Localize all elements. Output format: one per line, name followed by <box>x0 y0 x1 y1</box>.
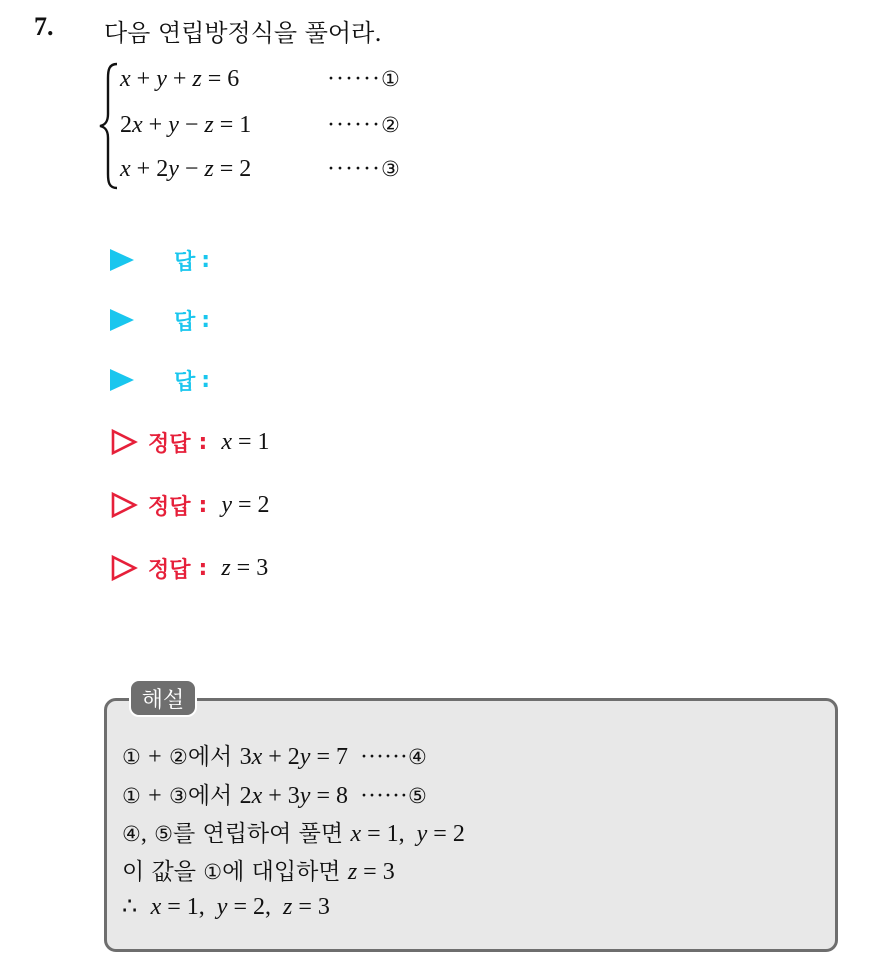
answer-colon: : <box>201 247 211 273</box>
variable: y <box>221 491 232 518</box>
therefore-symbol: ∴ <box>122 894 138 920</box>
equation-2-marker <box>327 112 401 139</box>
correct-answer-label: 정답 <box>148 431 191 457</box>
answer-label: 답 <box>174 309 196 335</box>
play-triangle-icon <box>110 249 134 271</box>
correct-answer-row-3 <box>110 551 268 585</box>
answer-row-1 <box>110 245 210 275</box>
solution-text: 에서 <box>187 783 233 809</box>
outline-triangle-icon <box>110 554 138 582</box>
value: = 1 <box>237 428 270 455</box>
correct-answer-label: 정답 <box>148 557 191 583</box>
correct-answer-colon: : <box>198 429 208 455</box>
solution-line-2: ① + ③에서 2x + 3y = 8 ······⑤ <box>122 783 427 809</box>
solution-line-5: ∴ x = 1, y = 2, z = 3 <box>122 894 330 920</box>
dots: ······ <box>327 112 381 138</box>
dots: ······ <box>327 66 381 92</box>
correct-answer-value <box>221 555 268 582</box>
circled-number-2: ② <box>380 113 401 137</box>
equation-1: x + y + z = 6 <box>120 66 240 92</box>
answer-label: 답 <box>174 249 196 275</box>
play-triangle-icon <box>110 309 134 331</box>
play-triangle-icon <box>110 369 134 391</box>
correct-answer-row-2 <box>110 488 270 522</box>
answer-row-3 <box>110 365 210 395</box>
solution-line-3: ④, ⑤를 연립하여 풀면 x = 1, y = 2 <box>122 821 465 847</box>
equation-1-marker <box>327 66 401 93</box>
question-text: 다음 연립방정식을 풀어라. <box>104 19 382 47</box>
value: = 2 <box>237 491 270 518</box>
correct-answer-colon: : <box>198 555 208 581</box>
equation-3: x + 2y − z = 2 <box>120 156 252 182</box>
solution-tab: 해설 <box>129 679 197 717</box>
solution-line-4: 이 값을 ①에 대입하면 z = 3 <box>122 859 395 885</box>
solution-text: 에서 <box>187 744 233 770</box>
variable: z <box>221 554 231 581</box>
circled-number-1: ① <box>380 67 401 91</box>
answer-colon: : <box>201 367 211 393</box>
dots: ······ <box>327 156 381 182</box>
correct-answer-row-1 <box>110 425 270 459</box>
solution-text: 에 대입하면 <box>222 859 341 885</box>
answer-colon: : <box>201 307 211 333</box>
correct-answer-colon: : <box>198 492 208 518</box>
correct-answer-label: 정답 <box>148 494 191 520</box>
equation-3-marker <box>327 156 401 183</box>
value: = 3 <box>236 554 269 581</box>
answer-label: 답 <box>174 369 196 395</box>
circled-number-3: ③ <box>380 157 401 181</box>
correct-answer-value <box>221 429 269 456</box>
correct-answer-value <box>221 492 269 519</box>
variable: x <box>221 428 232 455</box>
equation-2: 2x + y − z = 1 <box>120 112 252 138</box>
left-brace-icon <box>99 62 119 190</box>
solution-text: 를 연립하여 풀면 <box>172 821 344 847</box>
outline-triangle-icon <box>110 491 138 519</box>
answer-row-2 <box>110 305 210 335</box>
solution-text: 이 값을 <box>122 859 196 885</box>
solution-line-1: ① + ②에서 3x + 2y = 7 ······④ <box>122 744 427 770</box>
question-number: 7. <box>34 12 54 41</box>
outline-triangle-icon <box>110 428 138 456</box>
